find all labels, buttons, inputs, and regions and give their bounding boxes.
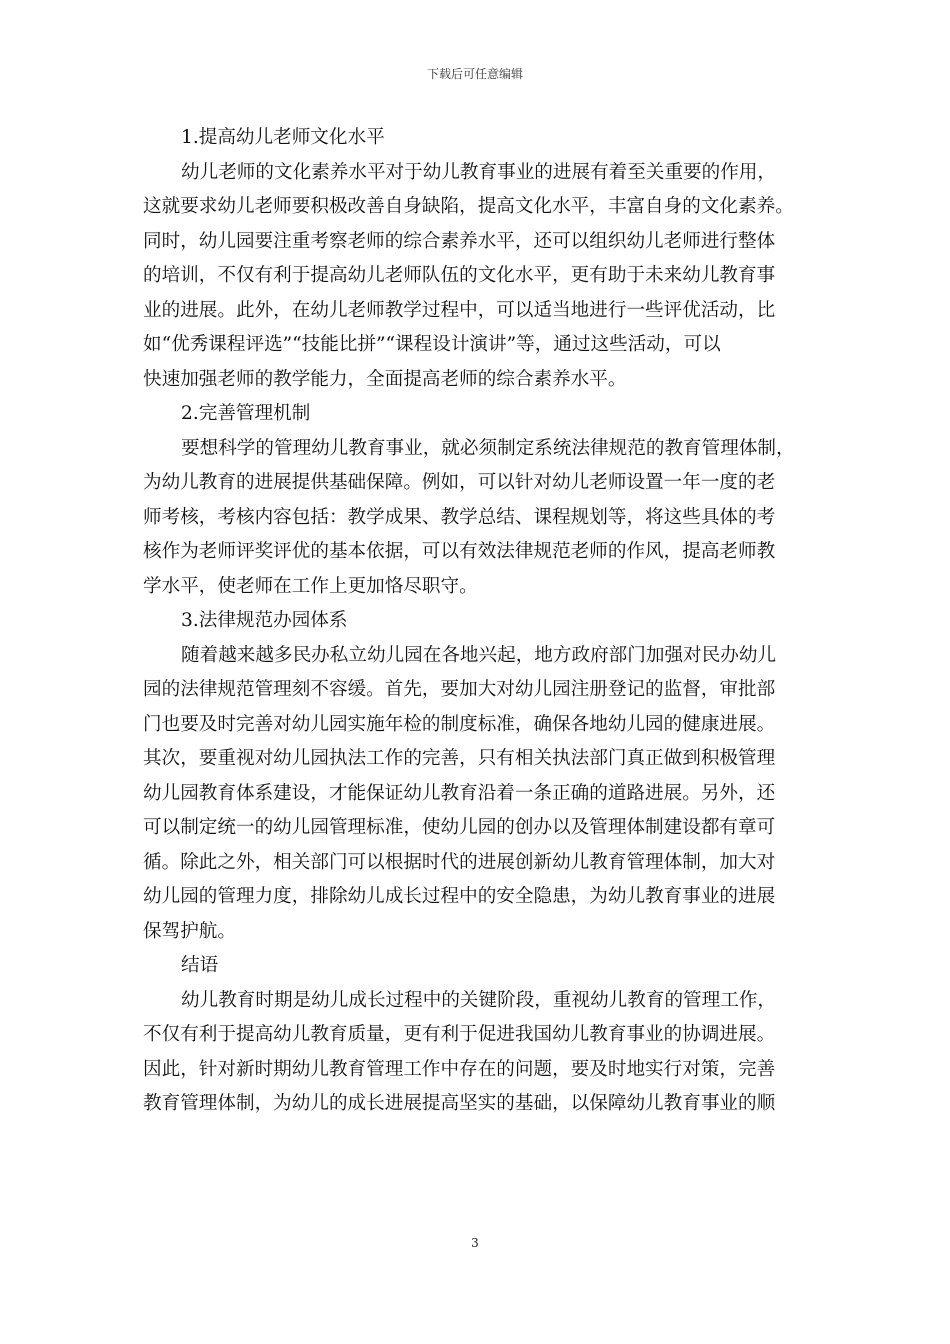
paragraph-line: 要想科学的管理幼儿教育事业，就必须制定系统法律规范的教育管理体制， [181, 437, 795, 459]
paragraph-line: 园的法律规范管理刻不容缓。首先，要加大对幼儿园注册登记的监督，审批部 [143, 679, 776, 700]
paragraph-line: 快速加强老师的教学能力，全面提高老师的综合素养水平。 [143, 368, 627, 390]
paragraph-line: 因此，针对新时期幼儿教育管理工作中存在的问题，要及时地实行对策，完善 [143, 1058, 776, 1080]
paragraph-line: 保驾护航。 [143, 920, 236, 942]
paragraph-line: 其次，要重视对幼儿园执法工作的完善，只有相关执法部门真正做到积极管理 [143, 748, 776, 769]
paragraph-line: 业的进展。此外，在幼儿老师教学过程中，可以适当地进行一些评优活动，比 [143, 299, 776, 321]
section-heading: 结语 [181, 955, 219, 976]
page-number: 3 [471, 1236, 479, 1250]
paragraph-line: 教育管理体制，为幼儿的成长进展提高坚实的基础，以保障幼儿教育事业的顺 [143, 1093, 776, 1114]
paragraph-line: 幼儿老师的文化素养水平对于幼儿教育事业的进展有着至关重要的作用， [181, 161, 777, 183]
paragraph-line: 的培训，不仅有利于提高幼儿老师队伍的文化水平，更有助于未来幼儿教育事 [143, 265, 776, 286]
paragraph-line: 幼儿园的管理力度，排除幼儿成长过程中的安全隐患，为幼儿教育事业的进展 [143, 886, 776, 907]
paragraph-line: 可以制定统一的幼儿园管理标准，使幼儿园的创办以及管理体制建设都有章可 [143, 817, 776, 838]
paragraph-line: 幼儿园教育体系建设，才能保证幼儿教育沿着一条正确的道路进展。另外，还 [143, 782, 776, 804]
paragraph-line: 如“优秀课程评选”“技能比拼”“课程设计演讲”等，通过这些活动，可以 [143, 334, 721, 355]
paragraph-line: 为幼儿教育的进展提供基础保障。例如，可以针对幼儿老师设置一年一度的老 [143, 472, 776, 493]
paragraph-line: 随着越来越多民办私立幼儿园在各地兴起，地方政府部门加强对民办幼儿 [181, 644, 777, 666]
paragraph-line: 核作为老师评奖评优的基本依据，可以有效法律规范老师的作风，提高老师教 [143, 541, 776, 562]
section-heading: 1.提高幼儿老师文化水平 [181, 127, 385, 148]
paragraph-line: 幼儿教育时期是幼儿成长过程中的关键阶段，重视幼儿教育的管理工作， [181, 989, 777, 1011]
paragraph-line: 同时，幼儿园要注重考察老师的综合素养水平，还可以组织幼儿老师进行整体 [143, 230, 776, 252]
paragraph-line: 门也要及时完善对幼儿园实施年检的制度标准，确保各地幼儿园的健康进展。 [143, 713, 776, 735]
paragraph-line: 学水平，使老师在工作上更加恪尽职守。 [143, 575, 478, 597]
section-heading: 2.完善管理机制 [181, 403, 311, 424]
section-heading: 3.法律规范办园体系 [181, 610, 348, 631]
paragraph-line: 循。除此之外，相关部门可以根据时代的进展创新幼儿教育管理体制，加大对 [143, 851, 776, 873]
paragraph-line: 师考核，考核内容包括：教学成果、教学总结、课程规划等，将这些具体的考 [143, 506, 776, 528]
paragraph-line: 这就要求幼儿老师要积极改善自身缺陷，提高文化水平，丰富自身的文化素养。 [143, 196, 794, 217]
document-body [143, 121, 808, 1122]
paragraph-line: 不仅有利于提高幼儿教育质量，更有利于促进我国幼儿教育事业的协调进展。 [143, 1024, 776, 1045]
page-header: 下载后可任意编辑 [426, 67, 523, 81]
